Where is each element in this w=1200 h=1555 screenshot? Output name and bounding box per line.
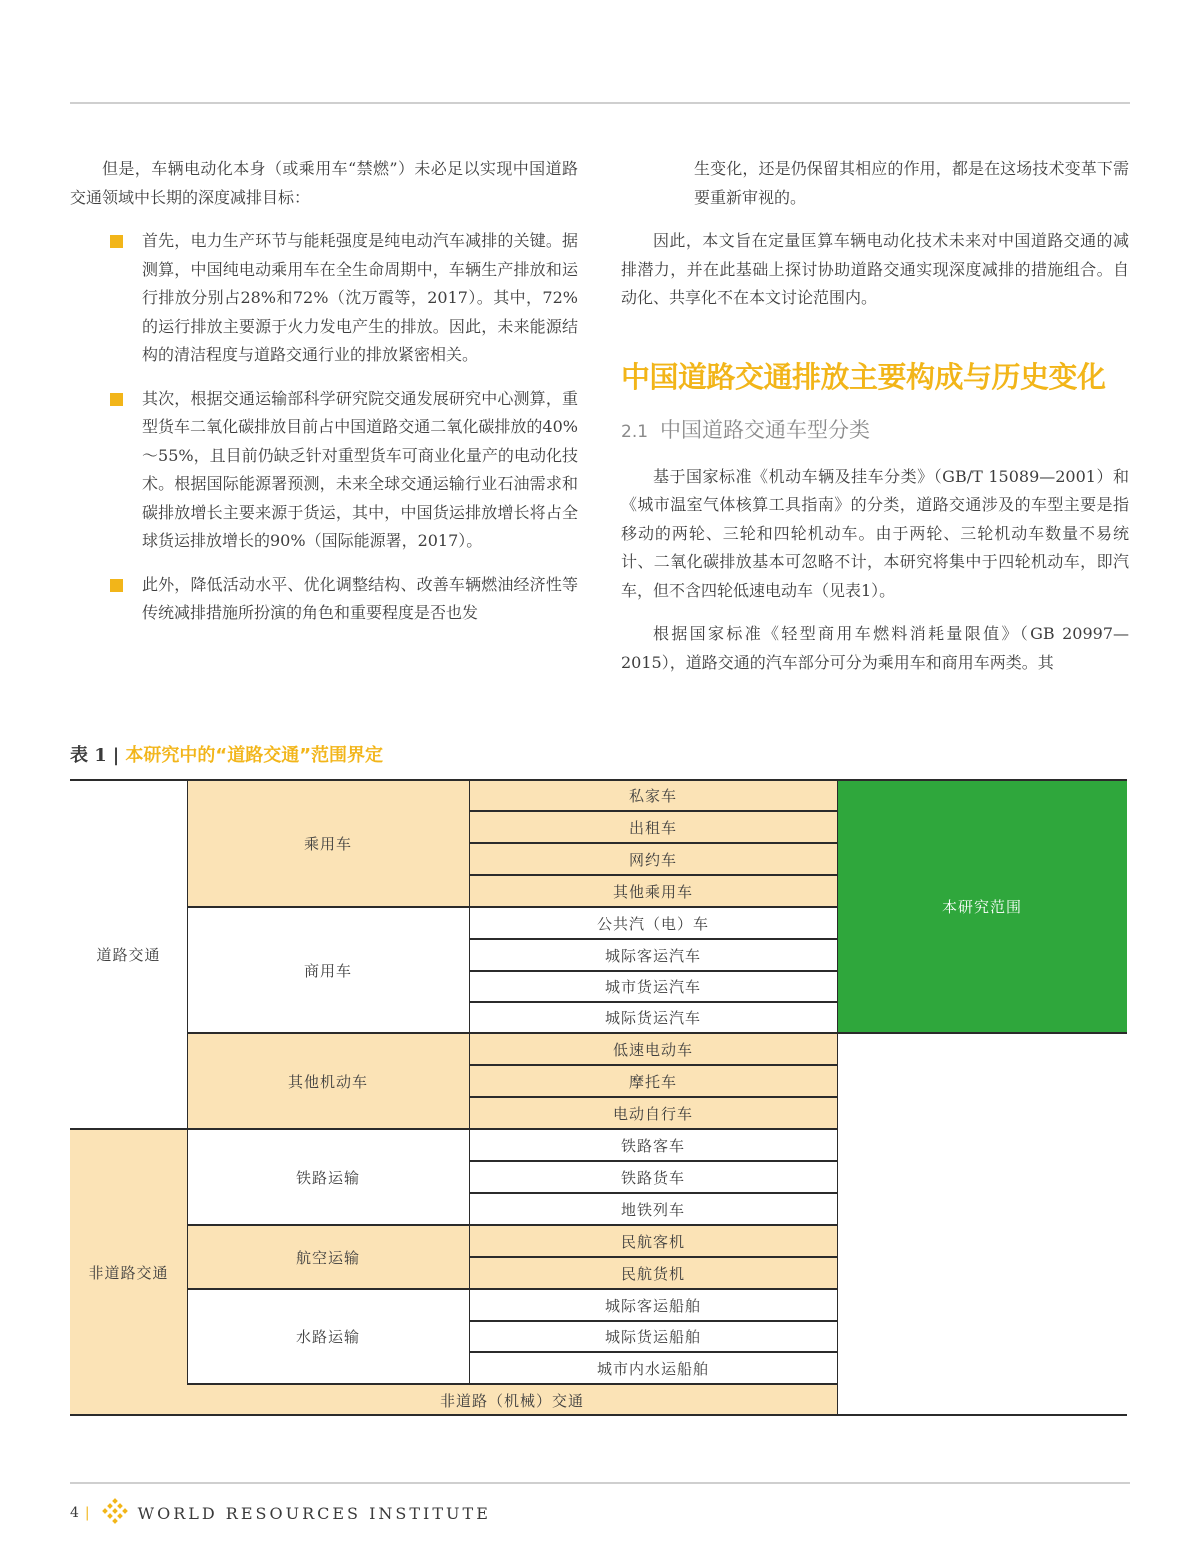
table-rule [187,906,837,908]
table-vrule [187,779,188,1384]
table-cell-level3: 私家车 [469,779,837,811]
table-cell-level3: 摩托车 [469,1065,837,1097]
table-rule [187,1288,837,1290]
table-rule [187,1224,837,1226]
bullet-text: 此外，降低活动水平、优化调整结构、改善车辆燃油经济性等传统减排措施所扮演的角色和重要程度是否也发 [142,574,578,622]
table-cell-level3: 公共汽（电）车 [596,914,709,933]
table-rule [469,810,837,812]
table-rule [187,1032,1127,1034]
table-cell-level3: 铁路货车 [620,1168,685,1187]
table-rule [469,1001,837,1003]
bullet-square-icon [110,235,123,248]
bullet-item [70,385,578,556]
bullet-square-icon [110,579,123,592]
caption-separator: | [112,745,120,766]
subsection-text: 中国道路交通车型分类 [660,417,871,442]
table-cell-level3: 电动自行车 [469,1097,837,1129]
table-rule [187,1383,837,1385]
table-cell-level1: 非道路交通 [70,1129,187,1416]
table-vrule [469,779,470,1384]
table-cell-level3: 出租车 [469,811,837,843]
table-cell-level3: 城市货运汽车 [604,978,701,996]
table-cell-level2: 商用车 [303,961,352,980]
table-rule [469,1351,837,1353]
table-title: 本研究中的“道路交通”范围界定 [125,745,384,766]
table-cell-level1: 道路交通 [96,945,161,964]
footer-rule [70,1482,1130,1484]
header-rule [70,102,1130,104]
table-cell-level3: 城际客运汽车 [604,946,701,965]
bullet-text: 首先，电力生产环节与能耗强度是纯电动汽车减排的关键。据测算，中国纯电动乘用车在全生命周期中，车辆生产排放和运行排放分别占28%和72%（沈万霞等，2017）。其中，72%的运行排放主要源于火力发电产生的排放。因此，未来能源结构的清洁程度与道路交通行业的排放紧密相关。 [142,231,578,364]
wri-logo-icon [102,1498,128,1528]
table-cell-level3: 民航货机 [469,1257,837,1289]
table-cell-level2: 非道路（机械）交通 [187,1384,837,1416]
subsection-title [621,415,1129,447]
table-cell-level3: 网约车 [469,843,837,875]
table-cell-level3: 低速电动车 [469,1033,837,1065]
table-rule [469,1192,837,1194]
table-rule [469,1096,837,1098]
page-footer [70,1500,491,1526]
right-column [621,155,1129,692]
table-rule [469,1064,837,1066]
page-number: 4 [70,1505,79,1521]
table-rule [469,874,837,876]
table-cell-level3: 民航客机 [469,1225,837,1257]
table-cell-level3: 地铁列车 [620,1200,685,1219]
body-paragraph: 基于国家标准《机动车辆及挂车分类》（GB/T 15089—2001）和《城市温室气体核算工具指南》的分类，道路交通涉及的车型主要是指移动的两轮、三轮和四轮机动车。由于两轮、三轮机动车数量不易统计、二氧化碳排放基本可忽略不计，本研究将集中于四轮机动车，即汽车，但不含四轮低速电动车（见表1）。 [621,466,1129,600]
table-rule [469,970,837,972]
bullet-text: 其次，根据交通运输部科学研究院交通发展研究中心测算，重型货车二氧化碳排放目前占中国道路交通二氧化碳排放的40%～55%，且目前仍缺乏针对重型货车可商业化量产的电动化技术。根据国际能源署预测，未来全球交通运输行业石油需求和碳排放增长主要来源于货运，其中，中国货运排放增长将占全球货运排放增长的90%（国际能源署，2017）。 [142,388,578,550]
table-rule [70,1128,837,1130]
table-cell-level3: 城际货运船舶 [604,1328,701,1346]
intro-paragraph: 但是，车辆电动化本身（或乘用车“禁燃”）未必足以实现中国道路交通领域中长期的深度减排目标： [70,159,578,207]
table-number: 表 1 [70,745,107,766]
bullet-square-icon [110,393,123,406]
subsection-number: 2.1 [621,421,649,442]
table-cell-level3: 城际货运汽车 [604,1009,701,1027]
table-cell-level2: 铁路运输 [295,1168,360,1187]
footer-separator: | [84,1505,90,1521]
table-cell-level2: 航空运输 [187,1225,469,1289]
table-vrule [837,779,838,1416]
table-caption [70,742,383,770]
continued-paragraph: 生变化，还是仍保留其相应的作用，都是在这场技术变革下需要重新审视的。 [694,159,1129,207]
table-cell-level3: 城市内水运船舶 [596,1359,709,1378]
table-cell-level3: 铁路客车 [620,1136,685,1155]
table-rule [469,1160,837,1162]
left-column [70,155,578,643]
table-rule [469,1320,837,1322]
bullet-item [70,227,578,370]
organization-name: WORLD RESOURCES INSTITUTE [137,1503,491,1523]
section-title: 中国道路交通排放主要构成与历史变化 [621,359,1106,394]
table-cell-level3: 其他乘用车 [469,875,837,907]
study-scope-cell: 本研究范围 [837,779,1127,1033]
table-rule [469,842,837,844]
body-paragraph: 根据国家标准《轻型商用车燃料消耗量限值》（GB 20997—2015），道路交通的汽车部分可分为乘用车和商用车两类。其 [621,624,1129,672]
table-rule [469,938,837,940]
table-rule-bottom [70,1414,1127,1416]
scope-table [70,779,1127,1416]
bullet-item [70,571,578,628]
table-cell-level2: 水路运输 [295,1328,360,1346]
body-paragraph: 因此，本文旨在定量匡算车辆电动化技术未来对中国道路交通的减排潜力，并在此基础上探讨协助道路交通实现深度减排的措施组合。自动化、共享化不在本文讨论范围内。 [621,231,1129,307]
table-rule-top [70,779,1127,781]
table-cell-level2: 乘用车 [187,779,469,907]
table-cell-level3: 城际客运船舶 [604,1296,701,1315]
table-cell-level2: 其他机动车 [187,1033,469,1129]
table-rule [469,1256,837,1258]
